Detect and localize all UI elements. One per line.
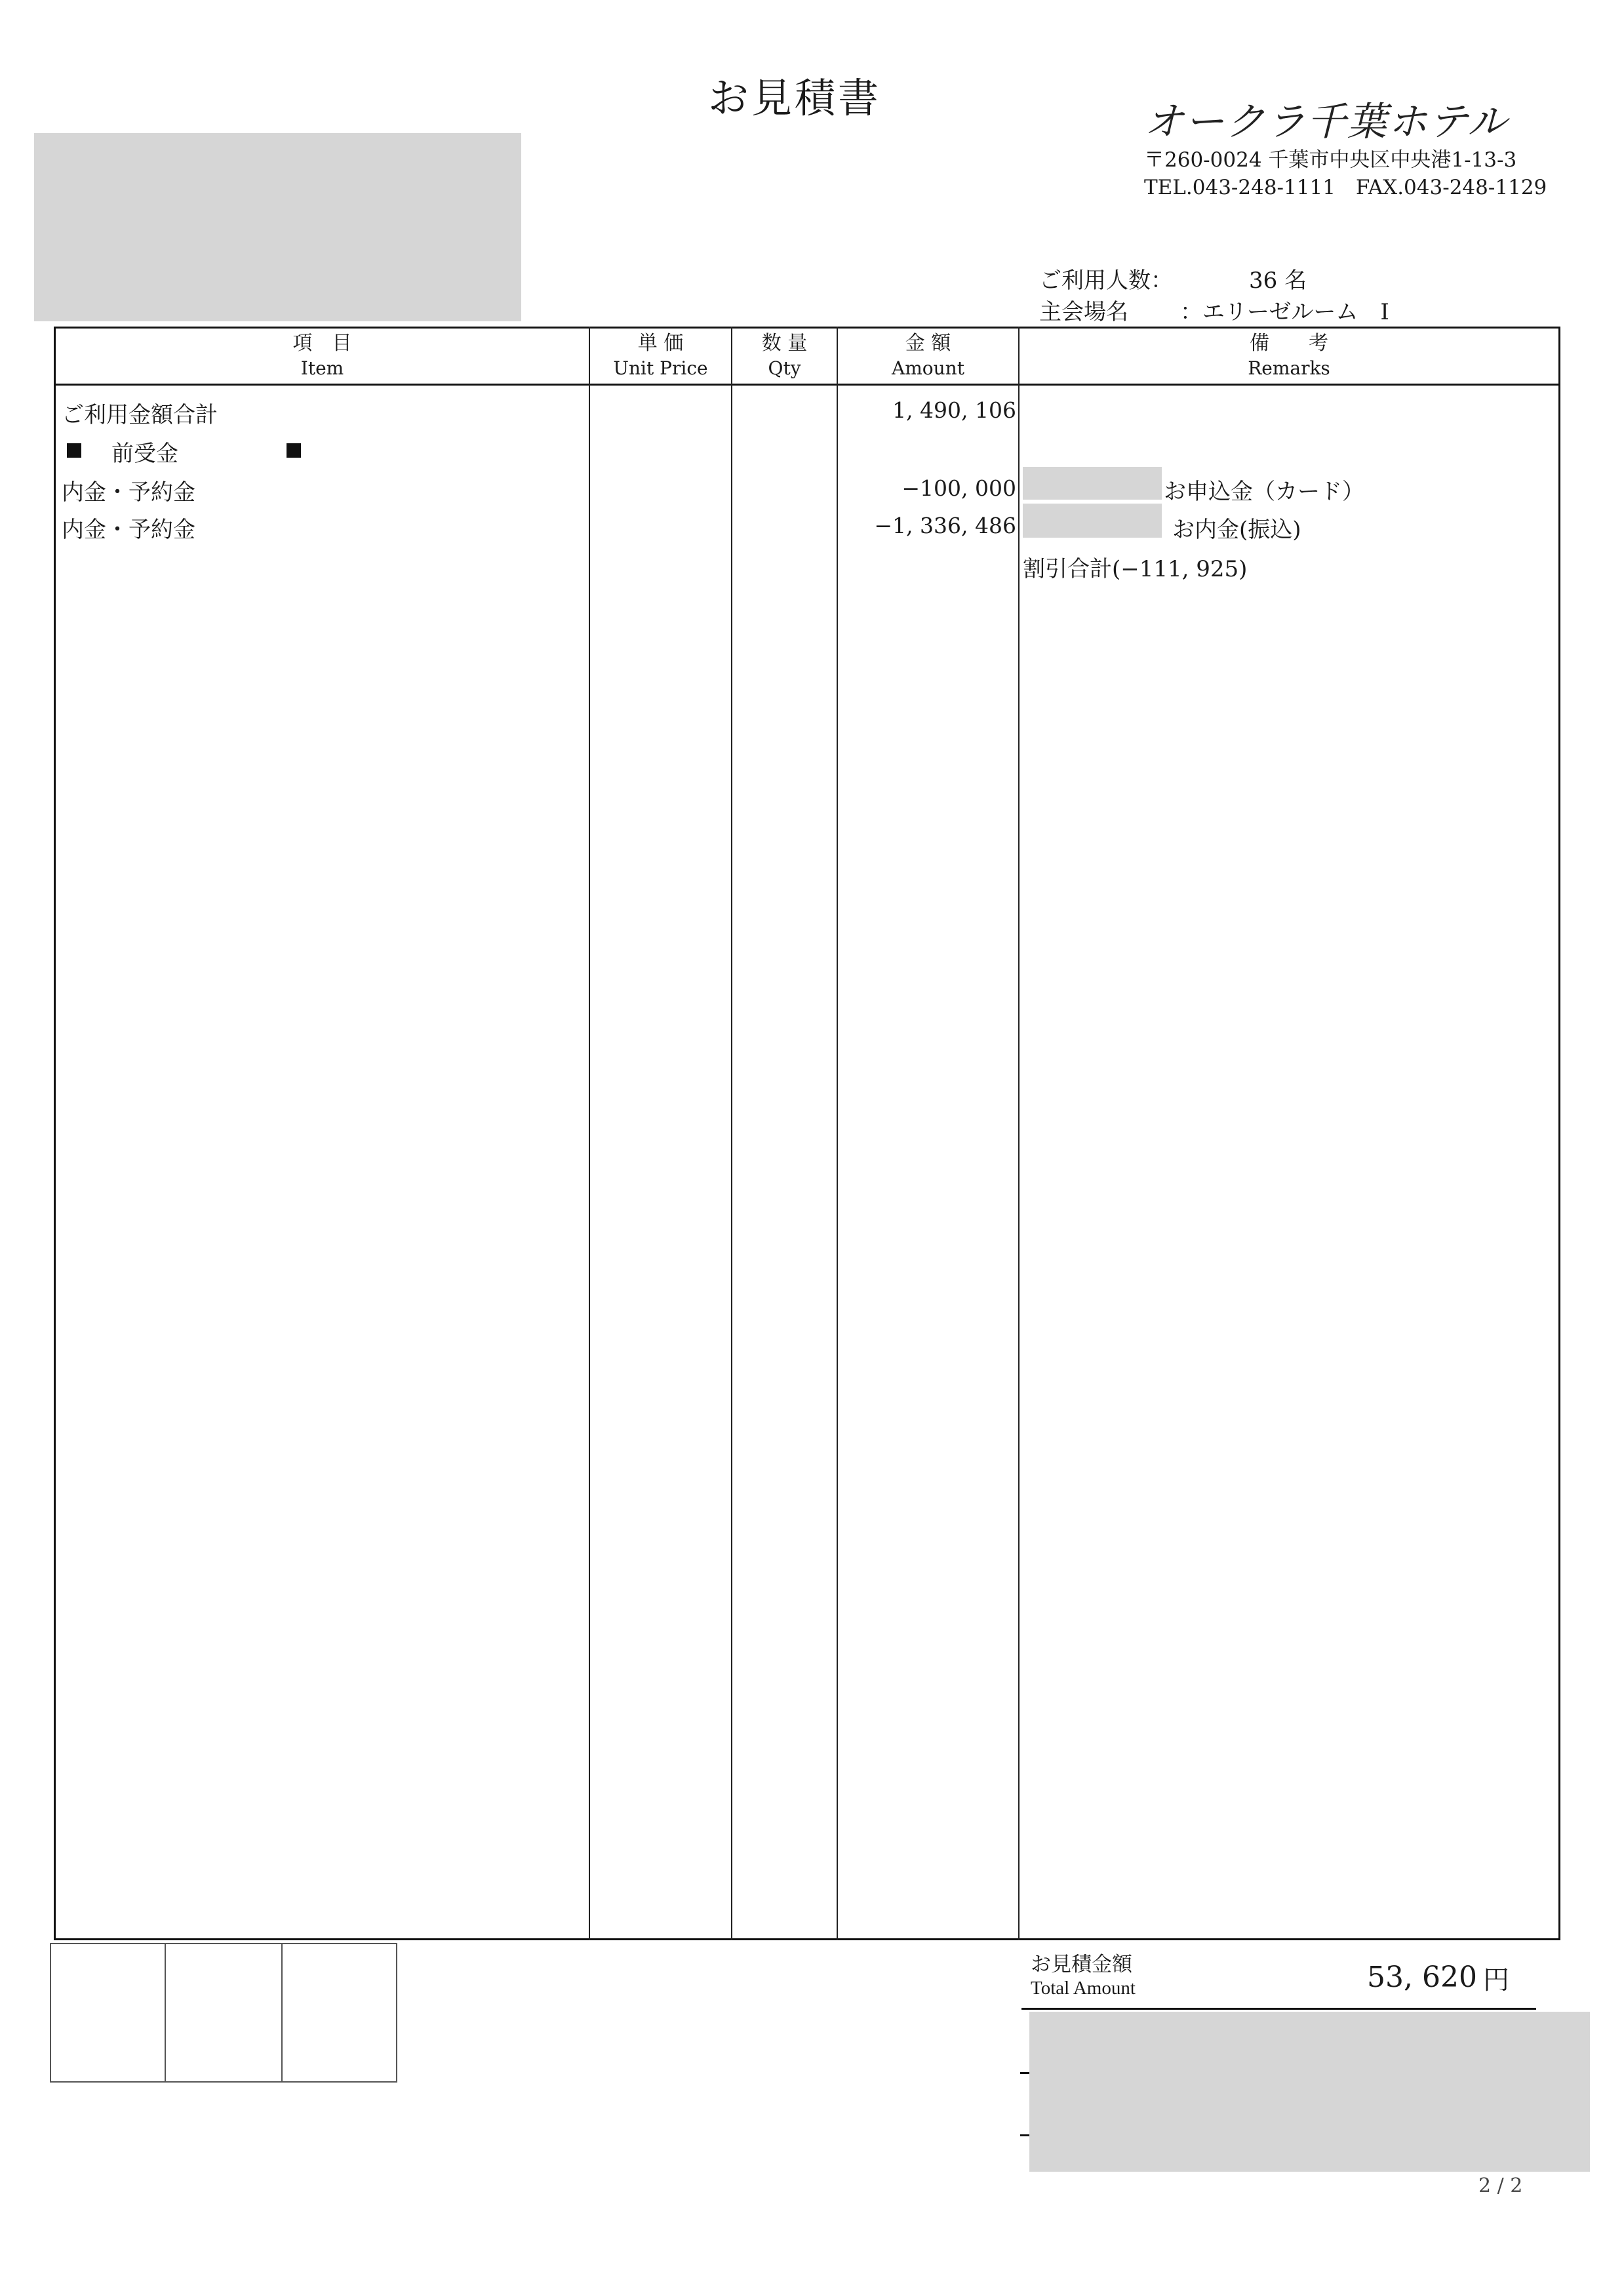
header-qty	[732, 331, 837, 381]
venue-label: 主会場名	[1039, 299, 1128, 325]
row-item: ご利用金額合計	[62, 402, 218, 428]
venue-value: ：エリーゼルーム Ⅰ	[1180, 299, 1389, 325]
redacted-signature	[1029, 2012, 1590, 2172]
redacted-recipient	[34, 133, 521, 321]
marker-square-icon	[67, 443, 81, 458]
header-unit-price-jp: 単 価	[637, 332, 684, 355]
row-item: 内金・予約金	[62, 479, 195, 506]
column-divider	[589, 327, 590, 1940]
redacted-remark	[1023, 504, 1162, 538]
stamp-box-divider	[281, 1943, 283, 2083]
header-remarks-en: Remarks	[1248, 357, 1330, 379]
redacted-remark	[1023, 467, 1162, 500]
total-amount: 53, 620	[1367, 1961, 1477, 1994]
header-qty-jp: 数 量	[761, 332, 808, 355]
document-title: お見積書	[708, 74, 882, 122]
row-amount: 1, 490, 106	[892, 397, 1016, 423]
header-qty-en: Qty	[768, 357, 801, 379]
stamp-box-divider	[165, 1943, 166, 2083]
row-amount: −100, 000	[901, 475, 1016, 501]
page-number: 2 / 2	[1478, 2174, 1523, 2197]
column-divider	[731, 327, 732, 1940]
row-remarks: お申込金（カード）	[1164, 479, 1364, 505]
currency-unit: 円	[1483, 1965, 1509, 1995]
row-amount: −1, 336, 486	[874, 513, 1016, 538]
estimate-table	[54, 327, 1560, 1940]
header-item	[56, 331, 589, 381]
hotel-phone-fax: TEL.043-248-1111 FAX.043-248-1129	[1144, 176, 1547, 199]
header-item-en: Item	[300, 357, 344, 379]
marker-square-icon	[287, 443, 301, 458]
signature-line-mark	[1020, 2134, 1029, 2136]
signature-line-mark	[1020, 2072, 1029, 2074]
guests-label: ご利用人数：	[1039, 268, 1173, 294]
row-item: 前受金	[111, 441, 178, 467]
column-divider	[837, 327, 838, 1940]
total-underline	[1021, 2008, 1536, 2010]
row-remarks: お内金(振込)	[1172, 517, 1301, 543]
row-remarks: 割引合計(−111, 925)	[1023, 556, 1248, 582]
header-divider	[54, 384, 1560, 386]
column-divider	[1018, 327, 1020, 1940]
row-item: 内金・予約金	[62, 517, 195, 543]
total-label-en: Total Amount	[1031, 1978, 1136, 1999]
approval-stamp-boxes	[50, 1943, 397, 2083]
header-amount-en: Amount	[892, 357, 964, 379]
header-amount-jp: 金 額	[905, 332, 951, 355]
total-label: お見積金額	[1031, 1953, 1132, 1976]
hotel-name: オークラ千葉ホテル	[1144, 99, 1508, 145]
header-remarks	[1020, 331, 1558, 381]
hotel-address: 〒260-0024 千葉市中央区中央港1-13-3	[1144, 148, 1517, 172]
header-unit-price-en: Unit Price	[613, 357, 708, 379]
header-amount	[838, 331, 1018, 381]
header-item-jp: 項 目	[292, 332, 352, 355]
header-remarks-jp: 備 考	[1250, 332, 1328, 355]
guests-value: 36 名	[1249, 268, 1307, 294]
header-unit-price	[590, 331, 731, 381]
